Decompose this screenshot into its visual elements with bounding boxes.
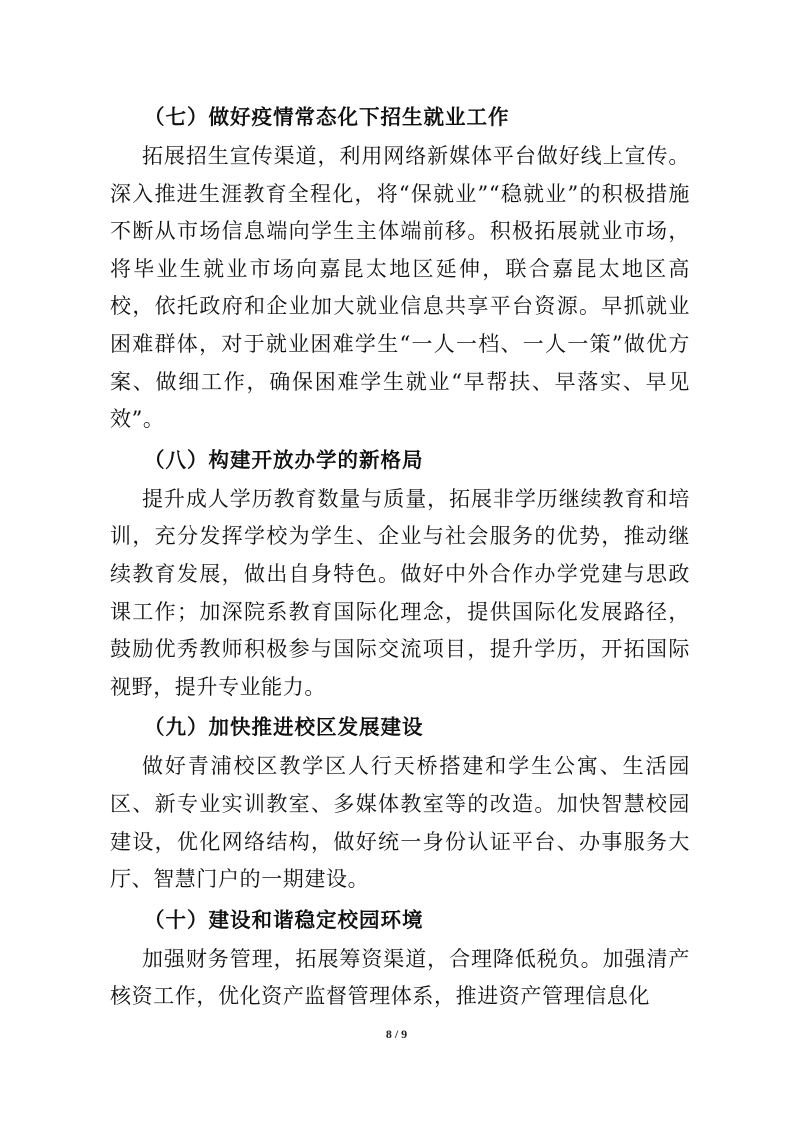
- page-number: 8 / 9: [385, 1027, 408, 1041]
- section-paragraph-8: 提升成人学历教育数量与质量，拓展非学历继续教育和培训，充分发挥学校为学生、企业与社会服务的优势，推动继续教育发展，做出自身特色。做好中外合作办学党建与思政课工作；加深院系教育国际化理念，提供国际化发展路径，鼓励优秀教师积极参与国际交流项目，提升学历，开拓国际视野，提升专业能力。: [110, 486, 690, 699]
- document-body: [110, 96, 690, 1016]
- section-paragraph-9: 做好青浦校区教学区人行天桥搭建和学生公寓、生活园区、新专业实训教室、多媒体教室等的改造。加快智慧校园建设，优化网络结构，做好统一身份认证平台、办事服务大厅、智慧门户的一期建设。: [110, 754, 690, 892]
- section-heading-7: （七）做好疫情常态化下招生就业工作: [144, 105, 510, 129]
- section-heading-10: （十）建设和谐稳定校园环境: [144, 907, 424, 932]
- section-heading-9: （九）加快推进校区发展建设: [144, 715, 424, 740]
- section-paragraph-10: 加强财务管理，拓展筹资渠道，合理降低税负。加强清产核资工作，优化资产监督管理体系，推进资产管理信息化: [110, 946, 690, 1009]
- section-heading-8: （八）构建开放办学的新格局: [144, 447, 424, 472]
- section-paragraph-7: 拓展招生宣传渠道，利用网络新媒体平台做好线上宣传。深入推进生涯教育全程化，将“保就业”“稳就业”的积极措施不断从市场信息端向学生主体端前移。积极拓展就业市场，将毕业生就业市场向嘉昆太地区延伸，联合嘉昆太地区高校，依托政府和企业加大就业信息共享平台资源。早抓就业困难群体，对于就业困难学生“一人一档、一人一策”做优方案、做细工作，确保困难学生就业“早帮扶、早落实、早见效”。: [110, 144, 690, 432]
